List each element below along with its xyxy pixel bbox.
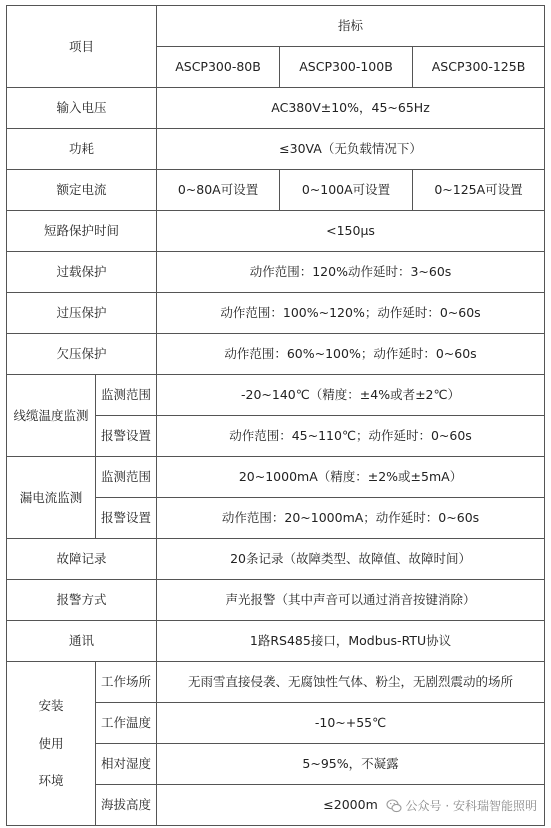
header-indicator: 指标 [157,6,545,47]
leakage-label: 漏电流监测 [7,457,96,539]
cable-temp-label: 线缆温度监测 [7,375,96,457]
row-value: 动作范围：100%~120%；动作延时：0~60s [157,293,545,334]
sub-label: 相对湿度 [96,744,157,785]
sub-label: 报警设置 [96,416,157,457]
table-row [7,621,545,662]
sub-label: 工作场所 [96,662,157,703]
row-value: 20~1000mA（精度：±2%或±5mA） [157,457,545,498]
row-value: 动作范围：20~1000mA；动作延时：0~60s [157,498,545,539]
row-label: 短路保护时间 [7,211,157,252]
row-value: ≤2000m [157,785,545,826]
table-row [7,375,545,416]
sub-label: 监测范围 [96,375,157,416]
row-value: 5~95%，不凝露 [157,744,545,785]
table-row [7,293,545,334]
model-80b: ASCP300-80B [157,47,280,88]
spec-table [6,5,545,826]
row-label: 报警方式 [7,580,157,621]
row-value: 动作范围：45~110℃；动作延时：0~60s [157,416,545,457]
table-row [7,539,545,580]
sub-label: 报警设置 [96,498,157,539]
model-125b: ASCP300-125B [413,47,545,88]
row-label: 输入电压 [7,88,157,129]
row-label: 故障记录 [7,539,157,580]
rated-current-80b: 0~80A可设置 [157,170,280,211]
environment-label-line: 安装 [38,698,64,714]
table-row [7,170,545,211]
sub-label: 海拔高度 [96,785,157,826]
model-100b: ASCP300-100B [280,47,413,88]
environment-label-line: 环境 [38,773,64,789]
row-value: ≤30VA（无负载情况下） [157,129,545,170]
sub-label: 工作温度 [96,703,157,744]
table-row [7,252,545,293]
row-value: AC380V±10%，45~65Hz [157,88,545,129]
table-row [7,211,545,252]
table-row [7,88,545,129]
table-row [7,580,545,621]
watermark-text: 公众号 · 安科瑞智能照明 [405,799,537,813]
row-value: 声光报警（其中声音可以通过消音按键消除） [157,580,545,621]
environment-label [7,662,96,826]
table-row [7,334,545,375]
row-value: -20~140℃（精度：±4%或者±2℃） [157,375,545,416]
wechat-icon [386,798,402,814]
header-item: 项目 [7,6,157,88]
sub-label: 监测范围 [96,457,157,498]
table-row [7,129,545,170]
row-label: 过载保护 [7,252,157,293]
row-value: 20条记录（故障类型、故障值、故障时间） [157,539,545,580]
table-row [7,457,545,498]
table-row [7,662,545,703]
rated-current-100b: 0~100A可设置 [280,170,413,211]
row-value: 动作范围：60%~100%；动作延时：0~60s [157,334,545,375]
row-value: 动作范围：120%动作延时：3~60s [157,252,545,293]
row-value: 1路RS485接口，Modbus-RTU协议 [157,621,545,662]
watermark [386,797,537,814]
row-label: 额定电流 [7,170,157,211]
row-value: -10~+55℃ [157,703,545,744]
row-value: 无雨雪直接侵袭、无腐蚀性气体、粉尘，无剧烈震动的场所 [157,662,545,703]
row-label: 通讯 [7,621,157,662]
row-label: 功耗 [7,129,157,170]
environment-label-line: 使用 [38,735,64,751]
row-value: <150μs [157,211,545,252]
row-label: 欠压保护 [7,334,157,375]
row-label: 过压保护 [7,293,157,334]
rated-current-125b: 0~125A可设置 [413,170,545,211]
table-header-row [7,6,545,47]
